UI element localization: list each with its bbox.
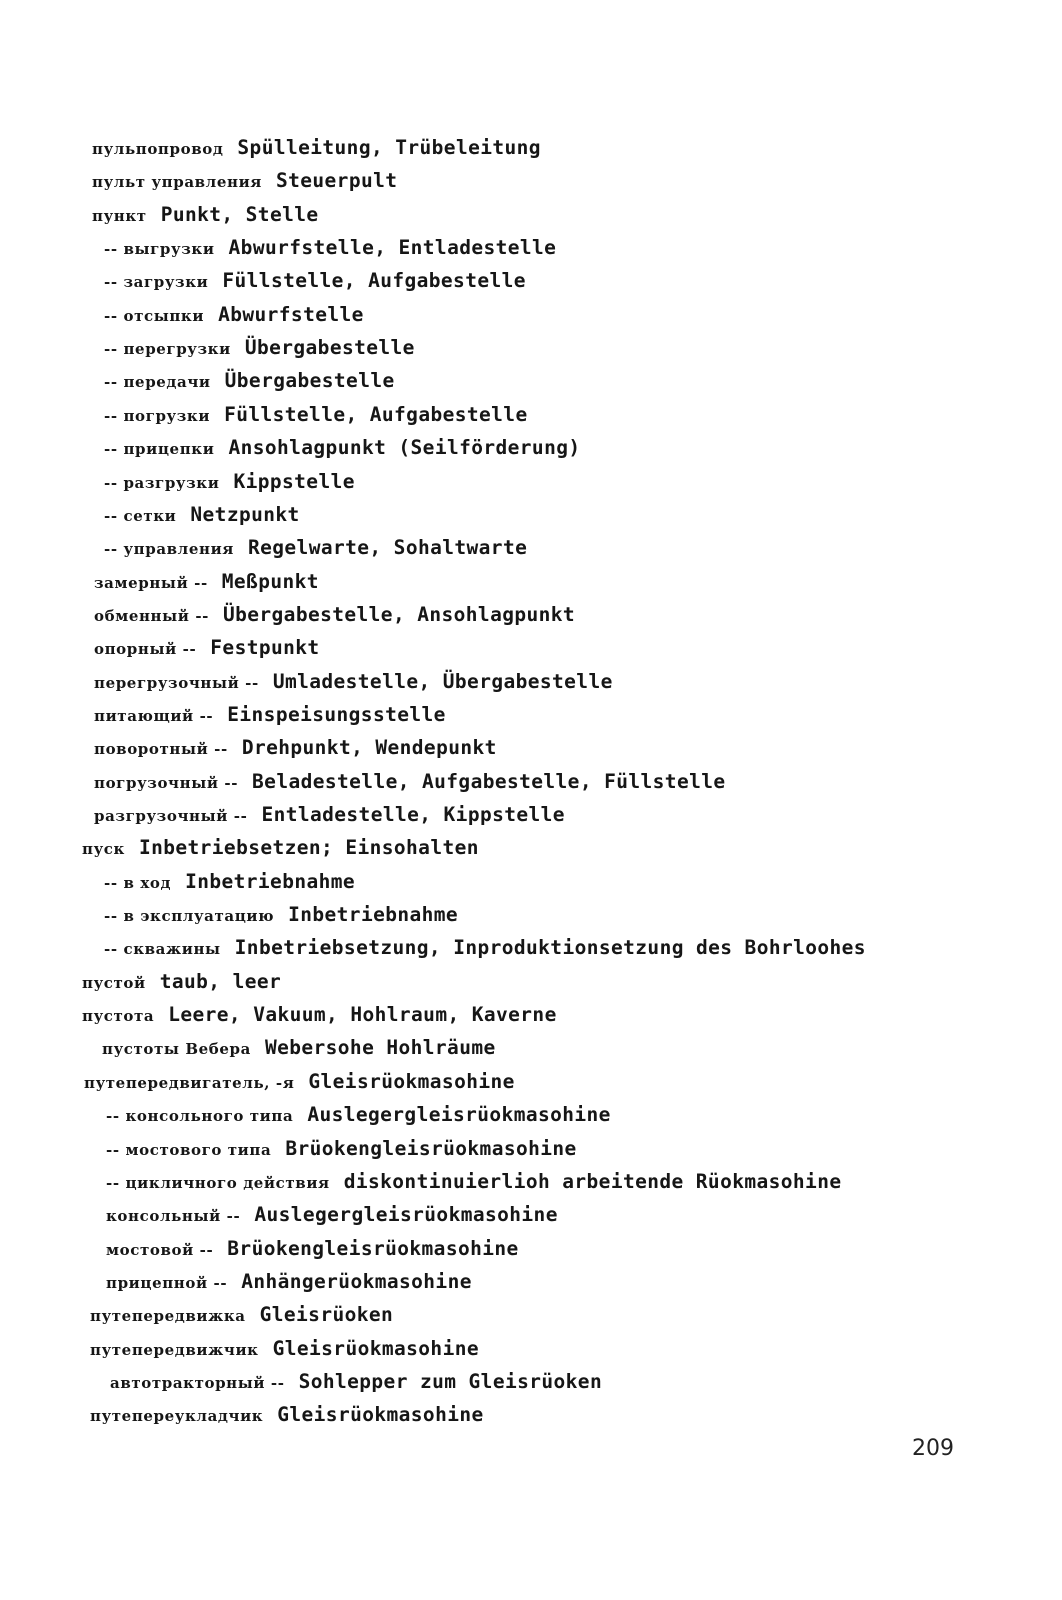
russian-term: пульт управления (92, 173, 262, 191)
dictionary-entry (106, 1103, 611, 1127)
russian-term: -- погрузки (104, 407, 211, 425)
german-translation: Inbetriebnahme (288, 903, 459, 926)
dictionary-entry (90, 1337, 479, 1361)
russian-term: -- отсыпки (104, 307, 205, 325)
russian-term: пустоты Вебера (102, 1040, 251, 1058)
german-translation: Meßpunkt (221, 570, 319, 593)
russian-term: замерный -- (94, 574, 208, 592)
russian-term: -- передачи (104, 373, 211, 391)
dictionary-entry (92, 169, 397, 193)
russian-term: погрузочный -- (94, 774, 239, 792)
german-translation: Inbetriebsetzen; Einsohalten (138, 836, 479, 859)
dictionary-entry (94, 703, 446, 727)
russian-term: -- загрузки (104, 273, 209, 291)
german-translation: Einspeisungsstelle (227, 703, 446, 726)
dictionary-entry (92, 203, 319, 227)
dictionary-entry (104, 369, 395, 393)
german-translation: Kippstelle (233, 470, 355, 493)
german-translation: Spülleitung, Trübeleitung (237, 136, 541, 159)
dictionary-entry (82, 1003, 557, 1027)
dictionary-entry (82, 836, 479, 860)
russian-term: -- консольного типа (106, 1107, 294, 1125)
german-translation: Abwurfstelle, Entladestelle (228, 236, 557, 259)
german-translation: Abwurfstelle (218, 303, 364, 326)
russian-term: -- сетки (104, 507, 177, 525)
german-translation: Inbetriebnahme (185, 870, 356, 893)
russian-term: прицепной -- (106, 1274, 228, 1292)
german-translation: taub, leer (159, 970, 282, 993)
dictionary-entry (84, 1070, 515, 1094)
russian-term: -- прицепки (104, 440, 215, 458)
german-translation: Füllstelle, Aufgabestelle (224, 403, 528, 426)
german-translation: Netzpunkt (190, 503, 300, 526)
dictionary-entry (94, 603, 575, 627)
russian-term: поворотный -- (94, 740, 228, 758)
dictionary-entry (104, 870, 355, 894)
german-translation: Auslegergleisrüokmasohine (254, 1203, 558, 1226)
russian-term: путепередвижчик (90, 1341, 259, 1359)
german-translation: Webersohe Hohlräume (264, 1036, 496, 1059)
dictionary-entry (104, 503, 300, 527)
german-translation: Übergabestelle (224, 369, 395, 392)
russian-term: -- мостового типа (106, 1141, 272, 1159)
german-translation: Beladestelle, Aufgabestelle, Füllstelle (252, 770, 726, 793)
german-translation: Brüokengleisrüokmasohine (227, 1237, 519, 1260)
russian-term: -- скважины (104, 940, 221, 958)
russian-term: опорный -- (94, 640, 197, 658)
german-translation: Übergabestelle, Ansohlagpunkt (222, 603, 576, 626)
german-translation: Drehpunkt, Wendepunkt (241, 736, 497, 759)
russian-term: пункт (92, 207, 147, 225)
dictionary-entry (104, 303, 364, 327)
russian-term: питающий -- (94, 707, 214, 725)
dictionary-entry (94, 670, 613, 694)
russian-term: консольный -- (106, 1207, 241, 1225)
german-translation: Sohlepper zum Gleisrüoken (298, 1370, 603, 1393)
german-translation: Inbetriebsetzung, Inproduktionsetzung des Bohrloohes (234, 936, 866, 959)
russian-term: -- разгрузки (104, 474, 220, 492)
dictionary-entry (104, 403, 528, 427)
russian-term: пустой (82, 974, 146, 992)
german-translation: Brüokengleisrüokmasohine (285, 1137, 577, 1160)
dictionary-entry (106, 1203, 558, 1227)
dictionary-entry (104, 936, 866, 960)
russian-term: пустота (82, 1007, 155, 1025)
russian-term: -- в эксплуатацию (104, 907, 275, 925)
dictionary-entry (82, 970, 281, 994)
german-translation: Übergabestelle (244, 336, 415, 359)
dictionary-entry (104, 903, 458, 927)
dictionary-entry (92, 136, 541, 160)
german-translation: Umladestelle, Übergabestelle (272, 670, 613, 693)
russian-term: обменный -- (94, 607, 209, 625)
german-translation: Gleisrüokmasohine (277, 1403, 484, 1426)
russian-term: путепереукладчик (90, 1407, 264, 1425)
dictionary-entry (106, 1170, 841, 1194)
dictionary-entry (104, 470, 355, 494)
russian-term: разгрузочный -- (94, 807, 248, 825)
dictionary-entry (102, 1036, 496, 1060)
german-translation: Steuerpult (275, 169, 398, 192)
dictionary-entry (94, 803, 565, 827)
dictionary-entry (94, 736, 497, 760)
russian-term: мостовой -- (106, 1241, 214, 1259)
dictionary-entry (110, 1370, 602, 1394)
german-translation: Regelwarte, Sohaltwarte (248, 536, 528, 559)
german-translation: Anhängerüokmasohine (241, 1270, 472, 1293)
russian-term: путепередвигатель, -я (84, 1074, 295, 1092)
dictionary-entry (94, 770, 726, 794)
dictionary-entry (104, 269, 526, 293)
dictionary-entry (94, 570, 319, 594)
german-translation: Festpunkt (210, 636, 320, 659)
german-translation: Gleisrüokmasohine (272, 1337, 479, 1360)
german-translation: Punkt, Stelle (160, 203, 319, 226)
german-translation: diskontinuierlioh arbeitende Rüokmasohine (343, 1170, 842, 1193)
russian-term: -- перегрузки (104, 340, 231, 358)
russian-term: автотракторный -- (110, 1374, 285, 1392)
dictionary-entry (106, 1237, 519, 1261)
dictionary-entry (94, 636, 320, 660)
russian-term: пульпопровод (92, 140, 224, 158)
german-translation: Füllstelle, Aufgabestelle (222, 269, 526, 292)
russian-term: -- цикличного действия (106, 1174, 330, 1192)
russian-term: -- управления (104, 540, 234, 558)
german-translation: Ansohlagpunkt (Seilförderung) (228, 436, 581, 459)
dictionary-entry (106, 1270, 472, 1294)
russian-term: путепередвижка (90, 1307, 246, 1325)
dictionary-entry (90, 1403, 484, 1427)
german-translation: Auslegergleisrüokmasohine (307, 1103, 611, 1126)
german-translation: Gleisrüokmasohine (308, 1070, 515, 1093)
dictionary-entry (106, 1137, 577, 1161)
dictionary-entry (104, 536, 527, 560)
dictionary-entry (104, 236, 556, 260)
russian-term: пуск (82, 840, 125, 858)
page-number: 209 (912, 1436, 954, 1461)
dictionary-entry (104, 336, 415, 360)
german-translation: Gleisrüoken (259, 1303, 394, 1326)
german-translation: Leere, Vakuum, Hohlraum, Kaverne (168, 1003, 557, 1026)
german-translation: Entladestelle, Kippstelle (261, 803, 565, 826)
dictionary-entry (90, 1303, 393, 1327)
russian-term: перегрузочный -- (94, 674, 259, 692)
russian-term: -- выгрузки (104, 240, 215, 258)
russian-term: -- в ход (104, 874, 172, 892)
dictionary-entry (104, 436, 581, 460)
